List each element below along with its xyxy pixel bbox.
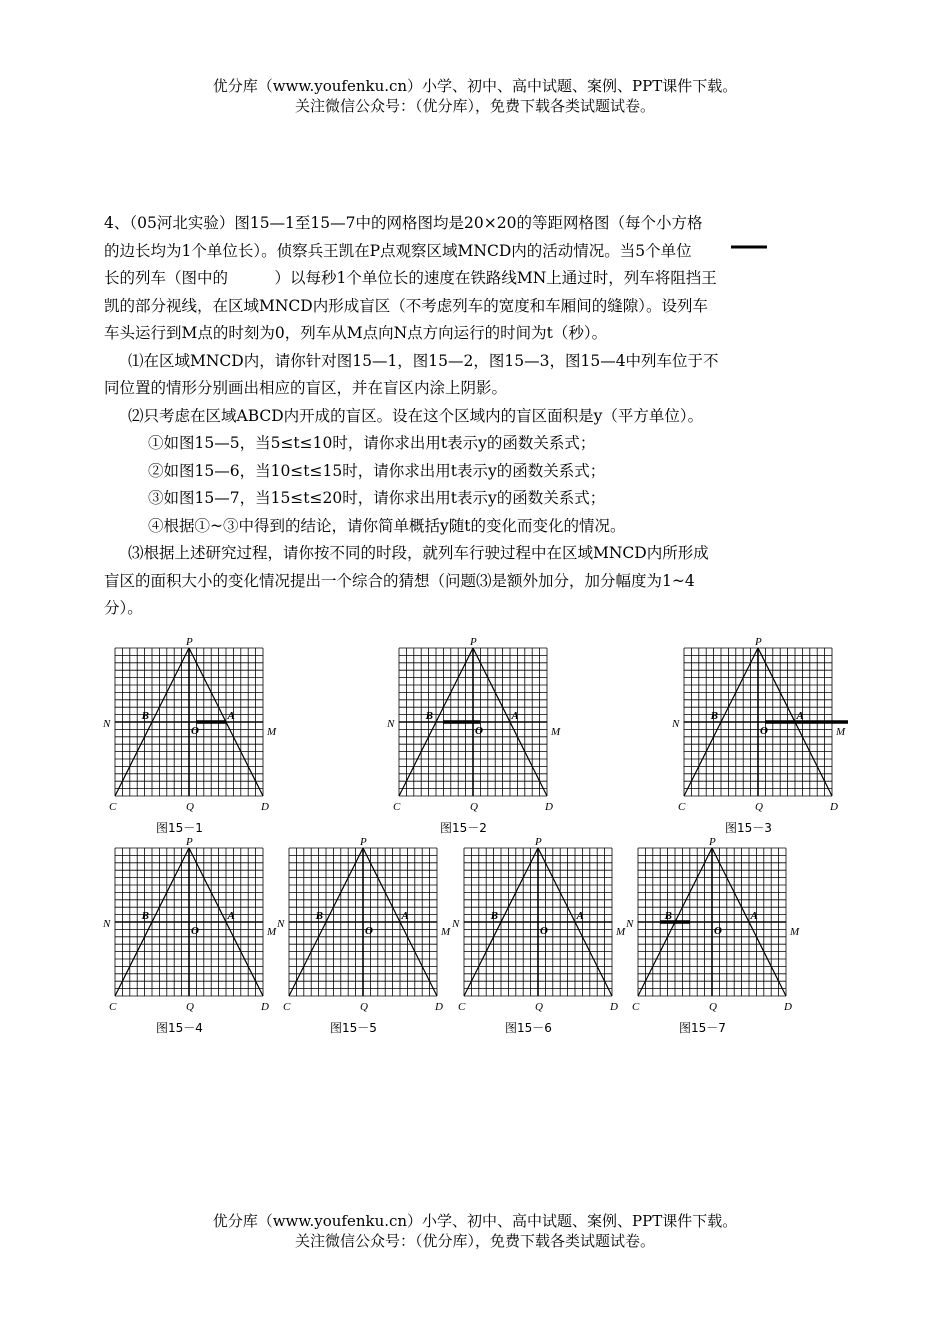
label-m: M [790, 926, 800, 938]
label-d: D [261, 801, 269, 813]
figure-caption: 图15－7 [679, 1021, 726, 1035]
question-3-cont: 盲区的面积大小的变化情况提出一个综合的猜想（问题⑶是额外加分，加分幅度为1~4 [104, 571, 695, 590]
label-d: D [784, 1001, 792, 1013]
label-n: N [103, 718, 111, 730]
label-o: O [714, 925, 722, 937]
label-p: P [709, 836, 716, 848]
label-d: D [435, 1001, 443, 1013]
figure-caption: 图15－3 [725, 821, 772, 835]
label-c: C [393, 801, 401, 813]
label-p: P [186, 836, 193, 848]
grid-figure [452, 836, 626, 1013]
label-m: M [267, 926, 277, 938]
page-footer [0, 1211, 950, 1251]
question-1: ⑴在区域MNCD内，请你针对图15—1，图15—2，图15—3，图15—4中列车位于不 [128, 351, 719, 370]
question-2-item: ④根据①~③中得到的结论，请你简单概括y随t的变化而变化的情况。 [148, 516, 626, 535]
problem-line: 长的列车（图中的 ）以每秒1个单位长的速度在铁路线MN上通过时，列车将阻挡王 [104, 269, 717, 287]
header-line-1: 优分库（www.youfenku.cn）小学、初中、高中试题、案例、PPT课件下载。 [212, 77, 738, 95]
label-a: A [227, 710, 235, 722]
figure-caption: 图15－4 [156, 1021, 203, 1035]
label-m: M [836, 726, 846, 738]
label-b: B [490, 910, 498, 922]
label-m: M [441, 926, 451, 938]
label-a: A [796, 710, 804, 722]
label-d: D [261, 1001, 269, 1013]
question-3: ⑶根据上述研究过程，请你按不同的时段，就列车行驶过程中在区域MNCD内所形成 [128, 544, 709, 562]
question-2-item: ①如图15—5，当5≤t≤10时，请你求出用t表示y的函数关系式； [148, 434, 596, 452]
footer-line-1: 优分库（www.youfenku.cn）小学、初中、高中试题、案例、PPT课件下载。 [212, 1212, 738, 1230]
grid-figure [277, 836, 451, 1013]
figure-caption: 图15－1 [156, 821, 203, 835]
label-b: B [141, 710, 149, 722]
label-a: A [750, 910, 758, 922]
question-1-cont: 同位置的情形分别画出相应的盲区，并在盲区内涂上阴影。 [104, 379, 508, 397]
figure-caption: 图15－5 [330, 1021, 377, 1035]
label-a: A [576, 910, 584, 922]
label-c: C [109, 801, 117, 813]
label-p: P [755, 636, 762, 648]
label-d: D [610, 1001, 618, 1013]
label-c: C [458, 1001, 466, 1013]
grid-figure [626, 836, 800, 1013]
footer-line-2: 关注微信公众号：（优分库），免费下载各类试题试卷。 [294, 1232, 655, 1250]
grid-figure [672, 636, 846, 813]
problem-line: 4、（05河北实验）图15—1至15—7中的网格图均是20×20的等距网格图（每个小方格 [104, 214, 703, 232]
label-n: N [387, 718, 395, 730]
label-d: D [545, 801, 553, 813]
question-3-cont: 分）。 [104, 599, 143, 617]
label-m: M [551, 726, 561, 738]
label-n: N [626, 918, 634, 930]
page-header [0, 76, 950, 116]
grid-figure [103, 636, 277, 813]
header-line-2: 关注微信公众号：（优分库），免费下载各类试题试卷。 [294, 97, 655, 115]
label-p: P [360, 836, 367, 848]
label-o: O [540, 925, 548, 937]
question-2-item: ②如图15—6，当10≤t≤15时，请你求出用t表示y的函数关系式； [148, 461, 606, 480]
train-symbol [731, 244, 767, 250]
label-a: A [227, 910, 235, 922]
label-d: D [830, 801, 838, 813]
grid-figure [387, 636, 561, 813]
question-2: ⑵只考虑在区域ABCD内开成的盲区。设在这个区域内的盲区面积是y（平方单位）。 [128, 406, 704, 425]
label-q: Q [535, 1001, 543, 1013]
label-n: N [103, 918, 111, 930]
figure-caption: 图15－2 [440, 821, 487, 835]
label-b: B [141, 910, 149, 922]
problem-text [104, 210, 849, 623]
question-2-item: ③如图15—7，当15≤t≤20时，请你求出用t表示y的函数关系式； [148, 489, 606, 507]
label-q: Q [186, 1001, 194, 1013]
label-b: B [664, 910, 672, 922]
label-o: O [365, 925, 373, 937]
label-n: N [672, 718, 680, 730]
label-b: B [710, 710, 718, 722]
problem-line: 的边长均为1个单位长）。侦察兵王凯在P点观察区域MNCD内的活动情况。当5个单位 [104, 241, 692, 260]
label-p: P [186, 636, 193, 648]
label-a: A [401, 910, 409, 922]
problem-line: 凯的部分视线，在区域MNCD内形成盲区（不考虑列车的宽度和车厢间的缝隙）。设列车 [104, 296, 708, 315]
label-q: Q [709, 1001, 717, 1013]
label-b: B [425, 710, 433, 722]
label-o: O [191, 725, 199, 737]
label-q: Q [186, 801, 194, 813]
label-q: Q [360, 1001, 368, 1013]
label-c: C [678, 801, 686, 813]
label-a: A [511, 710, 519, 722]
label-n: N [452, 918, 460, 930]
label-c: C [632, 1001, 640, 1013]
label-p: P [535, 836, 542, 848]
grid-figure [103, 836, 277, 1013]
label-p: P [470, 636, 477, 648]
label-q: Q [755, 801, 763, 813]
label-o: O [760, 725, 768, 737]
problem-line: 车头运行到M点的时刻为0，列车从M点向N点方向运行的时间为t（秒）。 [104, 324, 608, 342]
label-n: N [277, 918, 285, 930]
label-o: O [475, 725, 483, 737]
label-c: C [283, 1001, 291, 1013]
label-q: Q [470, 801, 478, 813]
figure-caption: 图15－6 [505, 1021, 552, 1035]
label-m: M [616, 926, 626, 938]
label-b: B [315, 910, 323, 922]
label-c: C [109, 1001, 117, 1013]
label-m: M [267, 726, 277, 738]
label-o: O [191, 925, 199, 937]
